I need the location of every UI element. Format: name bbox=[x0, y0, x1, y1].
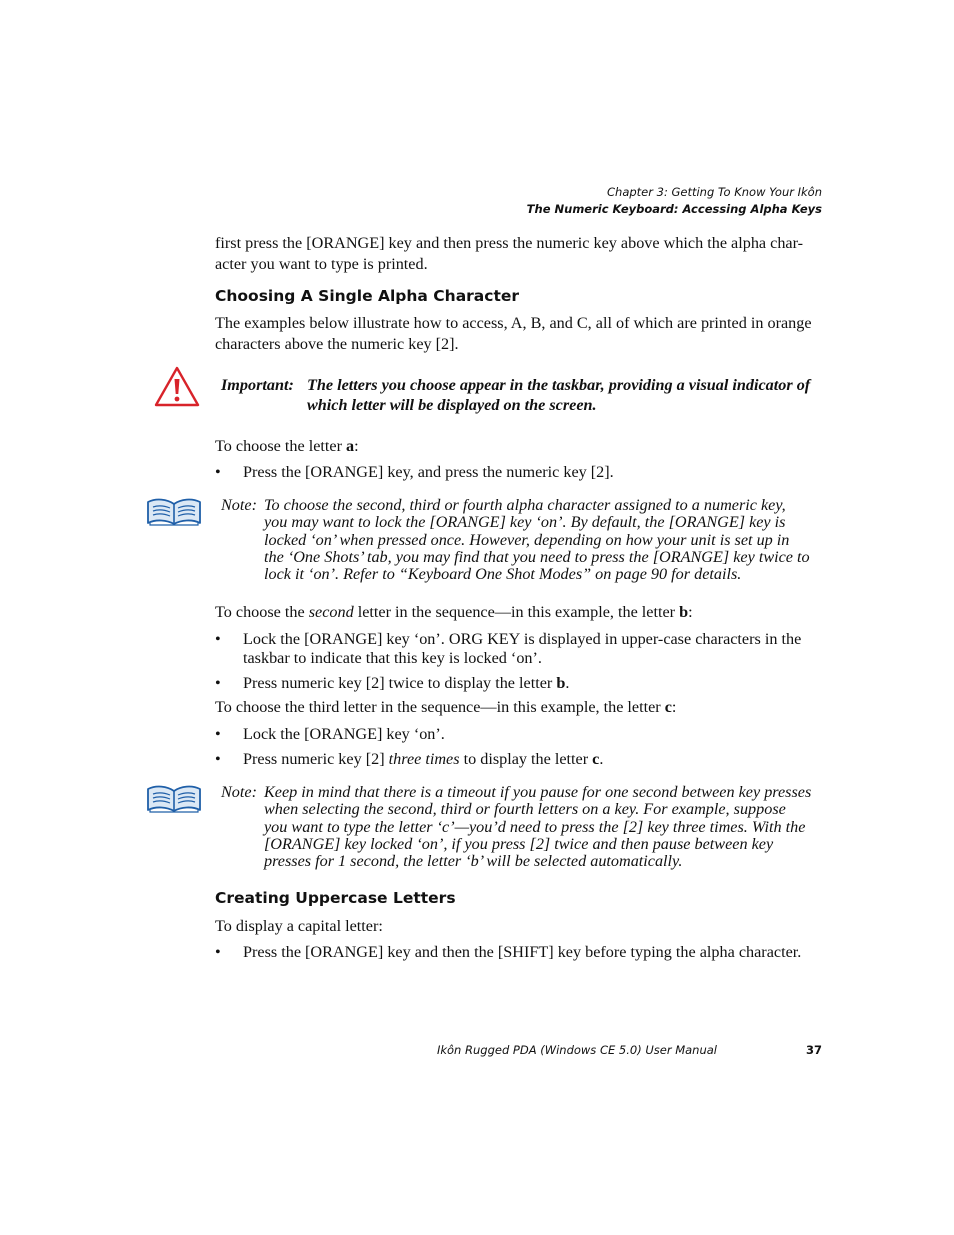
bullet-line: Lock the [ORANGE] key ‘on’. ORG KEY is displayed in upper-case characters in the bbox=[243, 630, 802, 648]
body-paragraph: To display a capital letter: bbox=[215, 917, 383, 935]
emphasis: three times bbox=[388, 750, 460, 768]
text-run: . bbox=[565, 674, 570, 692]
bullet-dot: • bbox=[215, 630, 221, 648]
bullet-dot: • bbox=[215, 463, 221, 481]
section-heading: Choosing A Single Alpha Character bbox=[215, 287, 520, 305]
bullet-text: Press the [ORANGE] key and then the [SHIFT] key before typing the alpha character. bbox=[243, 943, 802, 961]
note-text bbox=[264, 497, 824, 583]
choose-letter-a bbox=[215, 436, 828, 457]
intro-line: first press the [ORANGE] key and then press the numeric key above which the alpha char- bbox=[215, 234, 804, 252]
choose-letter-b bbox=[215, 602, 828, 623]
note-line: Keep in mind that there is a timeout if you pause for one second between key presses bbox=[264, 783, 812, 801]
letter-c: c bbox=[592, 750, 600, 768]
note-line: lock it ‘on’. Refer to “Keyboard One Shot Modes” on page 90 for details. bbox=[264, 565, 742, 584]
letter-a: a bbox=[346, 437, 355, 455]
warning-triangle-icon bbox=[154, 366, 200, 407]
important-text bbox=[307, 376, 831, 415]
text-run: To choose the letter bbox=[215, 437, 347, 455]
important-label: Important: bbox=[221, 376, 294, 394]
bullet-dot: • bbox=[215, 750, 221, 768]
note-line: presses for 1 second, the letter ‘b’ will be selected automatically. bbox=[264, 852, 683, 871]
intro-paragraph bbox=[215, 233, 828, 275]
open-book-icon bbox=[145, 496, 203, 526]
body-paragraph bbox=[215, 313, 828, 355]
note-line: To choose the second, third or fourth alpha character assigned to a numeric key, bbox=[264, 496, 786, 514]
note-text bbox=[264, 784, 824, 870]
letter-b: b bbox=[679, 603, 689, 621]
bullet-dot: • bbox=[215, 943, 221, 961]
bullet-text: Press the [ORANGE] key, and press the numeric key [2]. bbox=[243, 463, 614, 481]
bullet-text bbox=[243, 674, 828, 693]
bullet-text bbox=[243, 630, 828, 667]
bullet-text bbox=[243, 750, 828, 769]
bullet-dot: • bbox=[215, 725, 221, 743]
emphasis: second bbox=[308, 603, 354, 621]
text-run: to display the letter bbox=[459, 750, 593, 768]
text-run: Press numeric key [2] twice to display the letter bbox=[243, 674, 557, 692]
open-book-icon bbox=[145, 783, 203, 813]
footer-title: Ikôn Rugged PDA (Windows CE 5.0) User Manual bbox=[436, 1043, 717, 1057]
note-line: the ‘One Shots’ tab, you may find that you need to press the [ORANGE] key twice to bbox=[264, 547, 810, 566]
note-line: you want to type the letter ‘c’—you’d need to press the [2] key three times. With the bbox=[264, 817, 806, 836]
page-number: 37 bbox=[805, 1043, 822, 1057]
running-header-section: The Numeric Keyboard: Accessing Alpha Keys bbox=[526, 202, 822, 216]
bullet-line: taskbar to indicate that this key is locked ‘on’. bbox=[243, 648, 542, 667]
text-run: : bbox=[688, 603, 693, 621]
note-line: you may want to lock the [ORANGE] key ‘on’. By default, the [ORANGE] key is bbox=[264, 513, 786, 532]
letter-c: c bbox=[664, 698, 672, 716]
section-heading: Creating Uppercase Letters bbox=[215, 889, 456, 907]
letter-b: b bbox=[556, 674, 566, 692]
intro-line: acter you want to type is printed. bbox=[215, 255, 428, 273]
choose-letter-c bbox=[215, 697, 828, 718]
bullet-text: Lock the [ORANGE] key ‘on’. bbox=[243, 725, 445, 743]
text-run: To choose the bbox=[215, 603, 309, 621]
paragraph-line: The examples below illustrate how to access, A, B, and C, all of which are printed in orange bbox=[215, 314, 812, 332]
text-run: To choose the third letter in the sequence—in this example, the letter bbox=[215, 698, 665, 716]
text-run: letter in the sequence—in this example, the letter bbox=[353, 603, 680, 621]
bullet-dot: • bbox=[215, 674, 221, 692]
note-line: [ORANGE] key locked ‘on’, if you press [2] twice and then pause between key bbox=[264, 834, 774, 853]
note-label: Note: bbox=[221, 783, 257, 801]
note-line: locked ‘on’ when pressed once. However, depending on how your unit is set up in bbox=[264, 530, 790, 549]
note-line: when selecting the second, third or fourth letters on a key. For example, suppose bbox=[264, 800, 786, 819]
text-run: : bbox=[354, 437, 359, 455]
running-header-chapter: Chapter 3: Getting To Know Your Ikôn bbox=[607, 185, 822, 199]
text-run: Press numeric key [2] bbox=[243, 750, 389, 768]
note-label: Note: bbox=[221, 496, 257, 514]
important-line: which letter will be displayed on the screen. bbox=[307, 395, 597, 414]
important-line: The letters you choose appear in the taskbar, providing a visual indicator of bbox=[307, 376, 811, 394]
text-run: . bbox=[599, 750, 604, 768]
text-run: : bbox=[671, 698, 677, 716]
paragraph-line: characters above the numeric key [2]. bbox=[215, 335, 459, 353]
